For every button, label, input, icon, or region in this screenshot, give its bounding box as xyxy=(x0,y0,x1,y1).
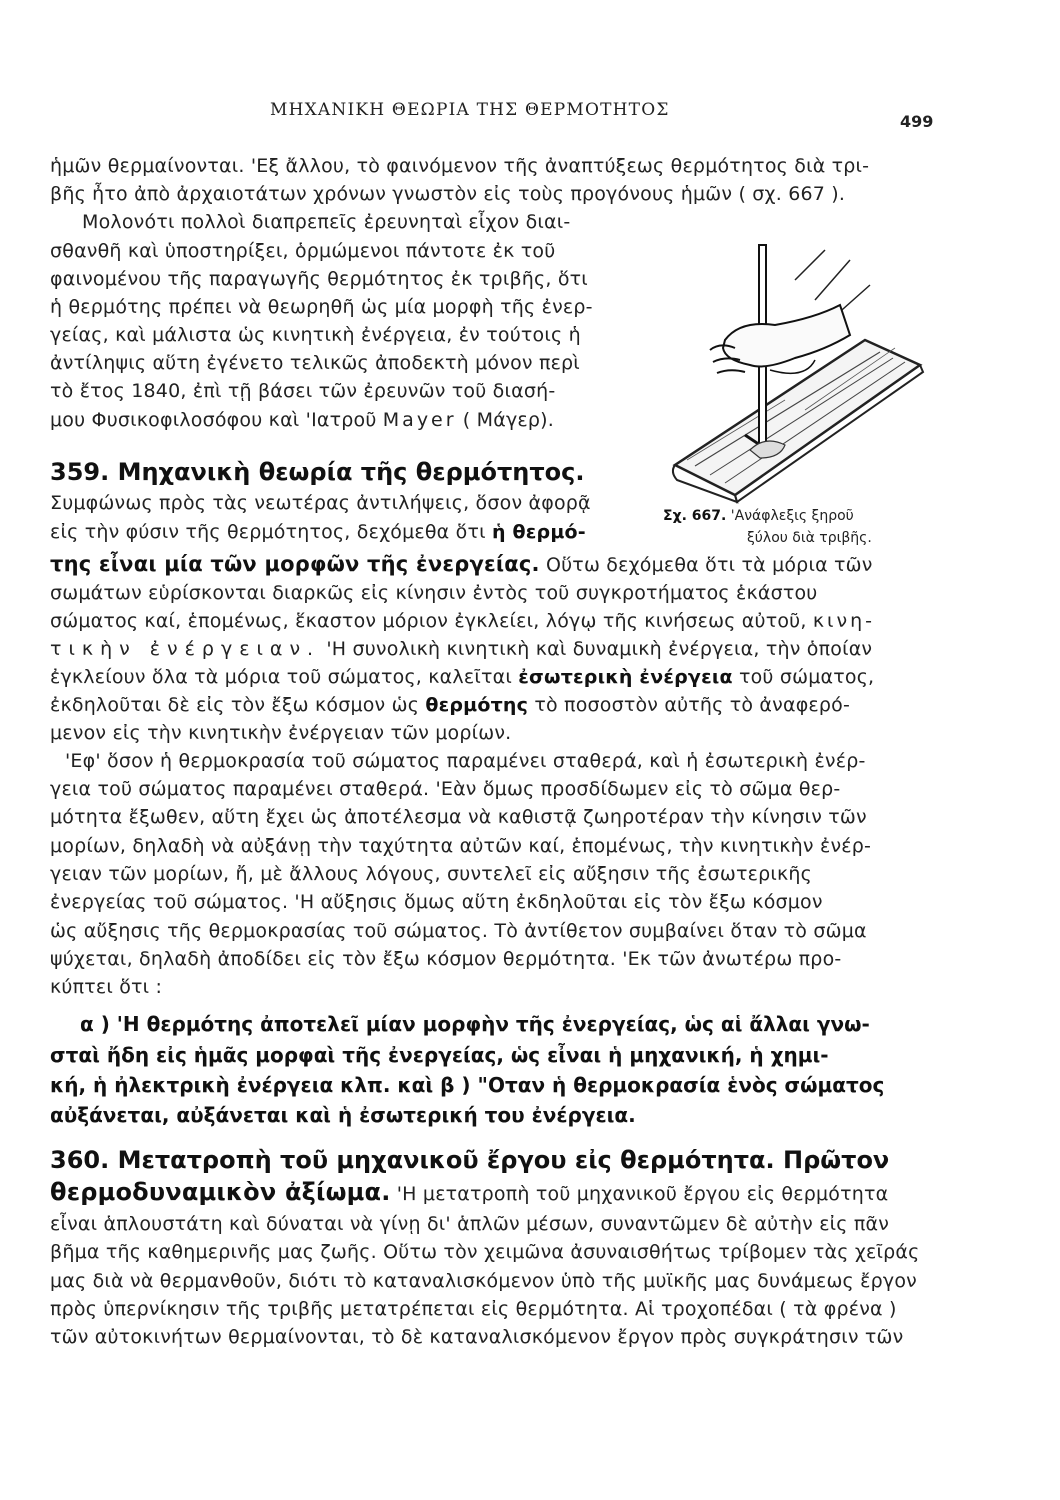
text-line: εἶναι ἁπλουστάτη καὶ δύναται νὰ γίνῃ δι' ἁπλῶν μέσων, συναντῶμεν δὲ αὐτὴν εἰς πᾶν xyxy=(50,1213,890,1235)
text-line xyxy=(50,666,874,688)
text-line xyxy=(50,409,554,431)
text-line xyxy=(50,1178,888,1206)
text-line: τὸ ἔτος 1840, ἐπὶ τῇ βάσει τῶν ἐρευνῶν τοῦ διασή- xyxy=(50,380,556,402)
text-line: ἐνεργείας τοῦ σώματος. 'Η αὔξησις ὅμως αὕτη ἐκδηλοῦται εἰς τὸν ἔξω κόσμον xyxy=(50,891,823,913)
emphasis: θερμότης xyxy=(425,694,529,716)
text-line: φαινομένου τῆς παραγωγῆς θερμότητος ἐκ τριβῆς, ὅτι xyxy=(50,268,588,290)
name-mayer: Mayer xyxy=(382,409,457,431)
text-line xyxy=(50,638,872,660)
spaced-emphasis: τικὴν ἐνέργειαν. xyxy=(50,638,321,660)
text-line: μας διὰ νὰ θερμανθοῦν, διότι τὸ καταναλισκόμενον ὑπὸ τῆς μυϊκῆς μας δυνάμεως ἔργον xyxy=(50,1270,917,1292)
page-number: 499 xyxy=(900,112,934,131)
text-fragment: ( Μάγερ). xyxy=(456,409,554,431)
section-360-heading-cont: θερμοδυναμικὸν ἀξίωμα. xyxy=(50,1178,391,1206)
text-line: μότητα ἔξωθεν, αὕτη ἔχει ὡς ἀποτέλεσμα νὰ καθιστᾷ ζωηροτέραν τὴν κίνησιν τῶν xyxy=(50,806,867,828)
text-fragment: ἐκδηλοῦται δὲ εἰς τὸν ἔξω κόσμον ὡς xyxy=(50,694,426,716)
text-line: ἡμῶν θερμαίνονται. 'Εξ ἄλλου, τὸ φαινόμενον τῆς ἀναπτύξεως θερμότητος διὰ τρι- xyxy=(50,155,870,177)
text-fragment: τοῦ σώματος, xyxy=(738,666,875,688)
figure-caption-line2: ξύλου διὰ τριβῆς. xyxy=(747,530,872,546)
text-line: μενον εἰς τὴν κινητικὴν ἐνέργειαν τῶν μορίων. xyxy=(50,722,512,744)
text-line xyxy=(50,521,586,543)
text-fragment: Οὕτω δεχόμεθα ὅτι τὰ μόρια τῶν xyxy=(539,554,873,576)
text-line xyxy=(50,694,850,716)
section-360-heading: 360. Μετατροπὴ τοῦ μηχανικοῦ ἔργου εἰς θερμότητα. Πρῶτον xyxy=(50,1146,890,1174)
text-fragment: τὸ ποσοστὸν αὐτῆς τὸ ἀναφερό- xyxy=(528,694,851,716)
figure-number: Σχ. 667. xyxy=(663,508,727,524)
figure-caption-text: 'Ανάφλεξις ξηροῦ xyxy=(730,508,854,524)
text-line: σωμάτων εὑρίσκονται διαρκῶς εἰς κίνησιν ἐντὸς τοῦ συγκροτήματος ἑκάστου xyxy=(50,582,818,604)
text-line: τῶν αὐτοκινήτων θερμαίνονται, τὸ δὲ καταναλισκόμενον ἔργον πρὸς συγκράτησιν τῶν xyxy=(50,1326,904,1348)
text-line: γειαν τῶν μορίων, ἤ, μὲ ἄλλους λόγους, συντελεῖ εἰς αὔξησιν τῆς ἐσωτερικῆς xyxy=(50,863,813,885)
text-line: πρὸς ὑπερνίκησιν τῆς τριβῆς μετατρέπεται εἰς θερμότητα. Αἱ τροχοπέδαι ( τὰ φρένα ) xyxy=(50,1298,897,1320)
text-line: ψύχεται, δηλαδὴ ἀποδίδει εἰς τὸν ἔξω κόσμον θερμότητα. 'Εκ τῶν ἀνωτέρω προ- xyxy=(50,948,842,970)
emphasis: της εἶναι μία τῶν μορφῶν τῆς ἐνεργείας. xyxy=(50,552,540,576)
text-line: ὡς αὔξησις τῆς θερμοκρασίας τοῦ σώματος. Τὸ ἀντίθετον συμβαίνει ὅταν τὸ σῶμα xyxy=(50,920,867,942)
conclusion-line: κή, ἡ ἠλεκτρικὴ ἐνέργεια κλπ. καὶ β ) "Οταν ἡ θερμοκρασία ἑνὸς σώματος xyxy=(50,1073,885,1097)
fire-by-friction-illustration xyxy=(665,240,930,505)
text-line xyxy=(50,552,873,576)
conclusion-line: αὐξάνεται, αὐξάνεται καὶ ἡ ἐσωτερική του ἐνέργεια. xyxy=(50,1103,636,1127)
conclusion-line: σταὶ ἤδη εἰς ἡμᾶς μορφαὶ τῆς ἐνεργείας, ὡς εἶναι ἡ μηχανική, ἡ χημι- xyxy=(50,1043,829,1067)
text-fragment: 'Η συνολικὴ κινητικὴ καὶ δυναμικὴ ἐνέργεια, τὴν ὁποίαν xyxy=(320,638,873,660)
conclusion-line: α ) 'Η θερμότης ἀποτελεῖ μίαν μορφὴν τῆς ἐνεργείας, ὡς αἱ ἄλλαι γνω- xyxy=(80,1012,870,1036)
figure-caption-line1 xyxy=(663,508,854,524)
text-line: γείας, καὶ μάλιστα ὡς κινητικὴ ἐνέργεια, ἐν τούτοις ἡ xyxy=(50,324,581,346)
running-header: ΜΗΧΑΝΙΚΗ ΘΕΩΡΙΑ ΤΗΣ ΘΕΡΜΟΤΗΤΟΣ xyxy=(270,100,670,120)
text-fragment: εἰς τὴν φύσιν τῆς θερμότητος, δεχόμεθα ὅτι xyxy=(50,521,492,543)
text-line: βῆμα τῆς καθημερινῆς μας ζωῆς. Οὕτω τὸν χειμῶνα ἀσυναισθήτως τρίβομεν τὰς χεῖράς xyxy=(50,1241,920,1263)
text-fragment: μου Φυσικοφιλοσόφου καὶ 'Ιατροῦ xyxy=(50,409,383,431)
section-359-heading: 359. Μηχανικὴ θεωρία τῆς θερμότητος. xyxy=(50,458,585,486)
text-line: κύπτει ὅτι : xyxy=(50,976,163,998)
emphasis: ἐσωτερικὴ ἐνέργεια xyxy=(518,666,733,688)
text-line: Μολονότι πολλοὶ διαπρεπεῖς ἐρευνηταὶ εἶχον διαι- xyxy=(82,211,571,233)
text-line: σθανθῆ καὶ ὑποστηρίξει, ὁρμώμενοι πάντοτε ἐκ τοῦ xyxy=(50,240,556,262)
text-line: ἀντίληψις αὕτη ἐγένετο τελικῶς ἀποδεκτὴ μόνον περὶ xyxy=(50,352,580,374)
spaced-emphasis: κινη- xyxy=(812,610,875,632)
text-fragment: ἐγκλείουν ὅλα τὰ μόρια τοῦ σώματος, καλεῖται xyxy=(50,666,512,688)
text-line: 'Εφ' ὅσον ἡ θερμοκρασία τοῦ σώματος παραμένει σταθερά, καὶ ἡ ἐσωτερικὴ ἐνέρ- xyxy=(65,750,866,772)
text-line: μορίων, δηλαδὴ νὰ αὐξάνῃ τὴν ταχύτητα αὐτῶν καί, ἑπομένως, τὴν κινητικὴν ἐνέρ- xyxy=(50,835,872,857)
text-fragment: 'Η μετατροπὴ τοῦ μηχανικοῦ ἔργου εἰς θερμότητα xyxy=(390,1183,889,1205)
text-line: Συμφώνως πρὸς τὰς νεωτέρας ἀντιλήψεις, ὅσον ἀφορᾷ xyxy=(50,492,591,514)
text-line: ἡ θερμότης πρέπει νὰ θεωρηθῆ ὡς μία μορφὴ τῆς ἐνερ- xyxy=(50,296,593,318)
text-line: γεια τοῦ σώματος παραμένει σταθερά. 'Εὰν ὅμως προσδίδωμεν εἰς τὸ σῶμα θερ- xyxy=(50,778,841,800)
text-fragment: σώματος καί, ἑπομένως, ἕκαστον μόριον ἐγκλείει, λόγῳ τῆς κινήσεως αὐτοῦ, xyxy=(50,610,813,632)
text-line xyxy=(50,610,875,632)
emphasis: ἡ θερμό- xyxy=(491,521,586,543)
text-line: βῆς ἦτο ἀπὸ ἀρχαιοτάτων χρόνων γνωστὸν εἰς τοὺς προγόνους ἡμῶν ( σχ. 667 ). xyxy=(50,183,846,205)
